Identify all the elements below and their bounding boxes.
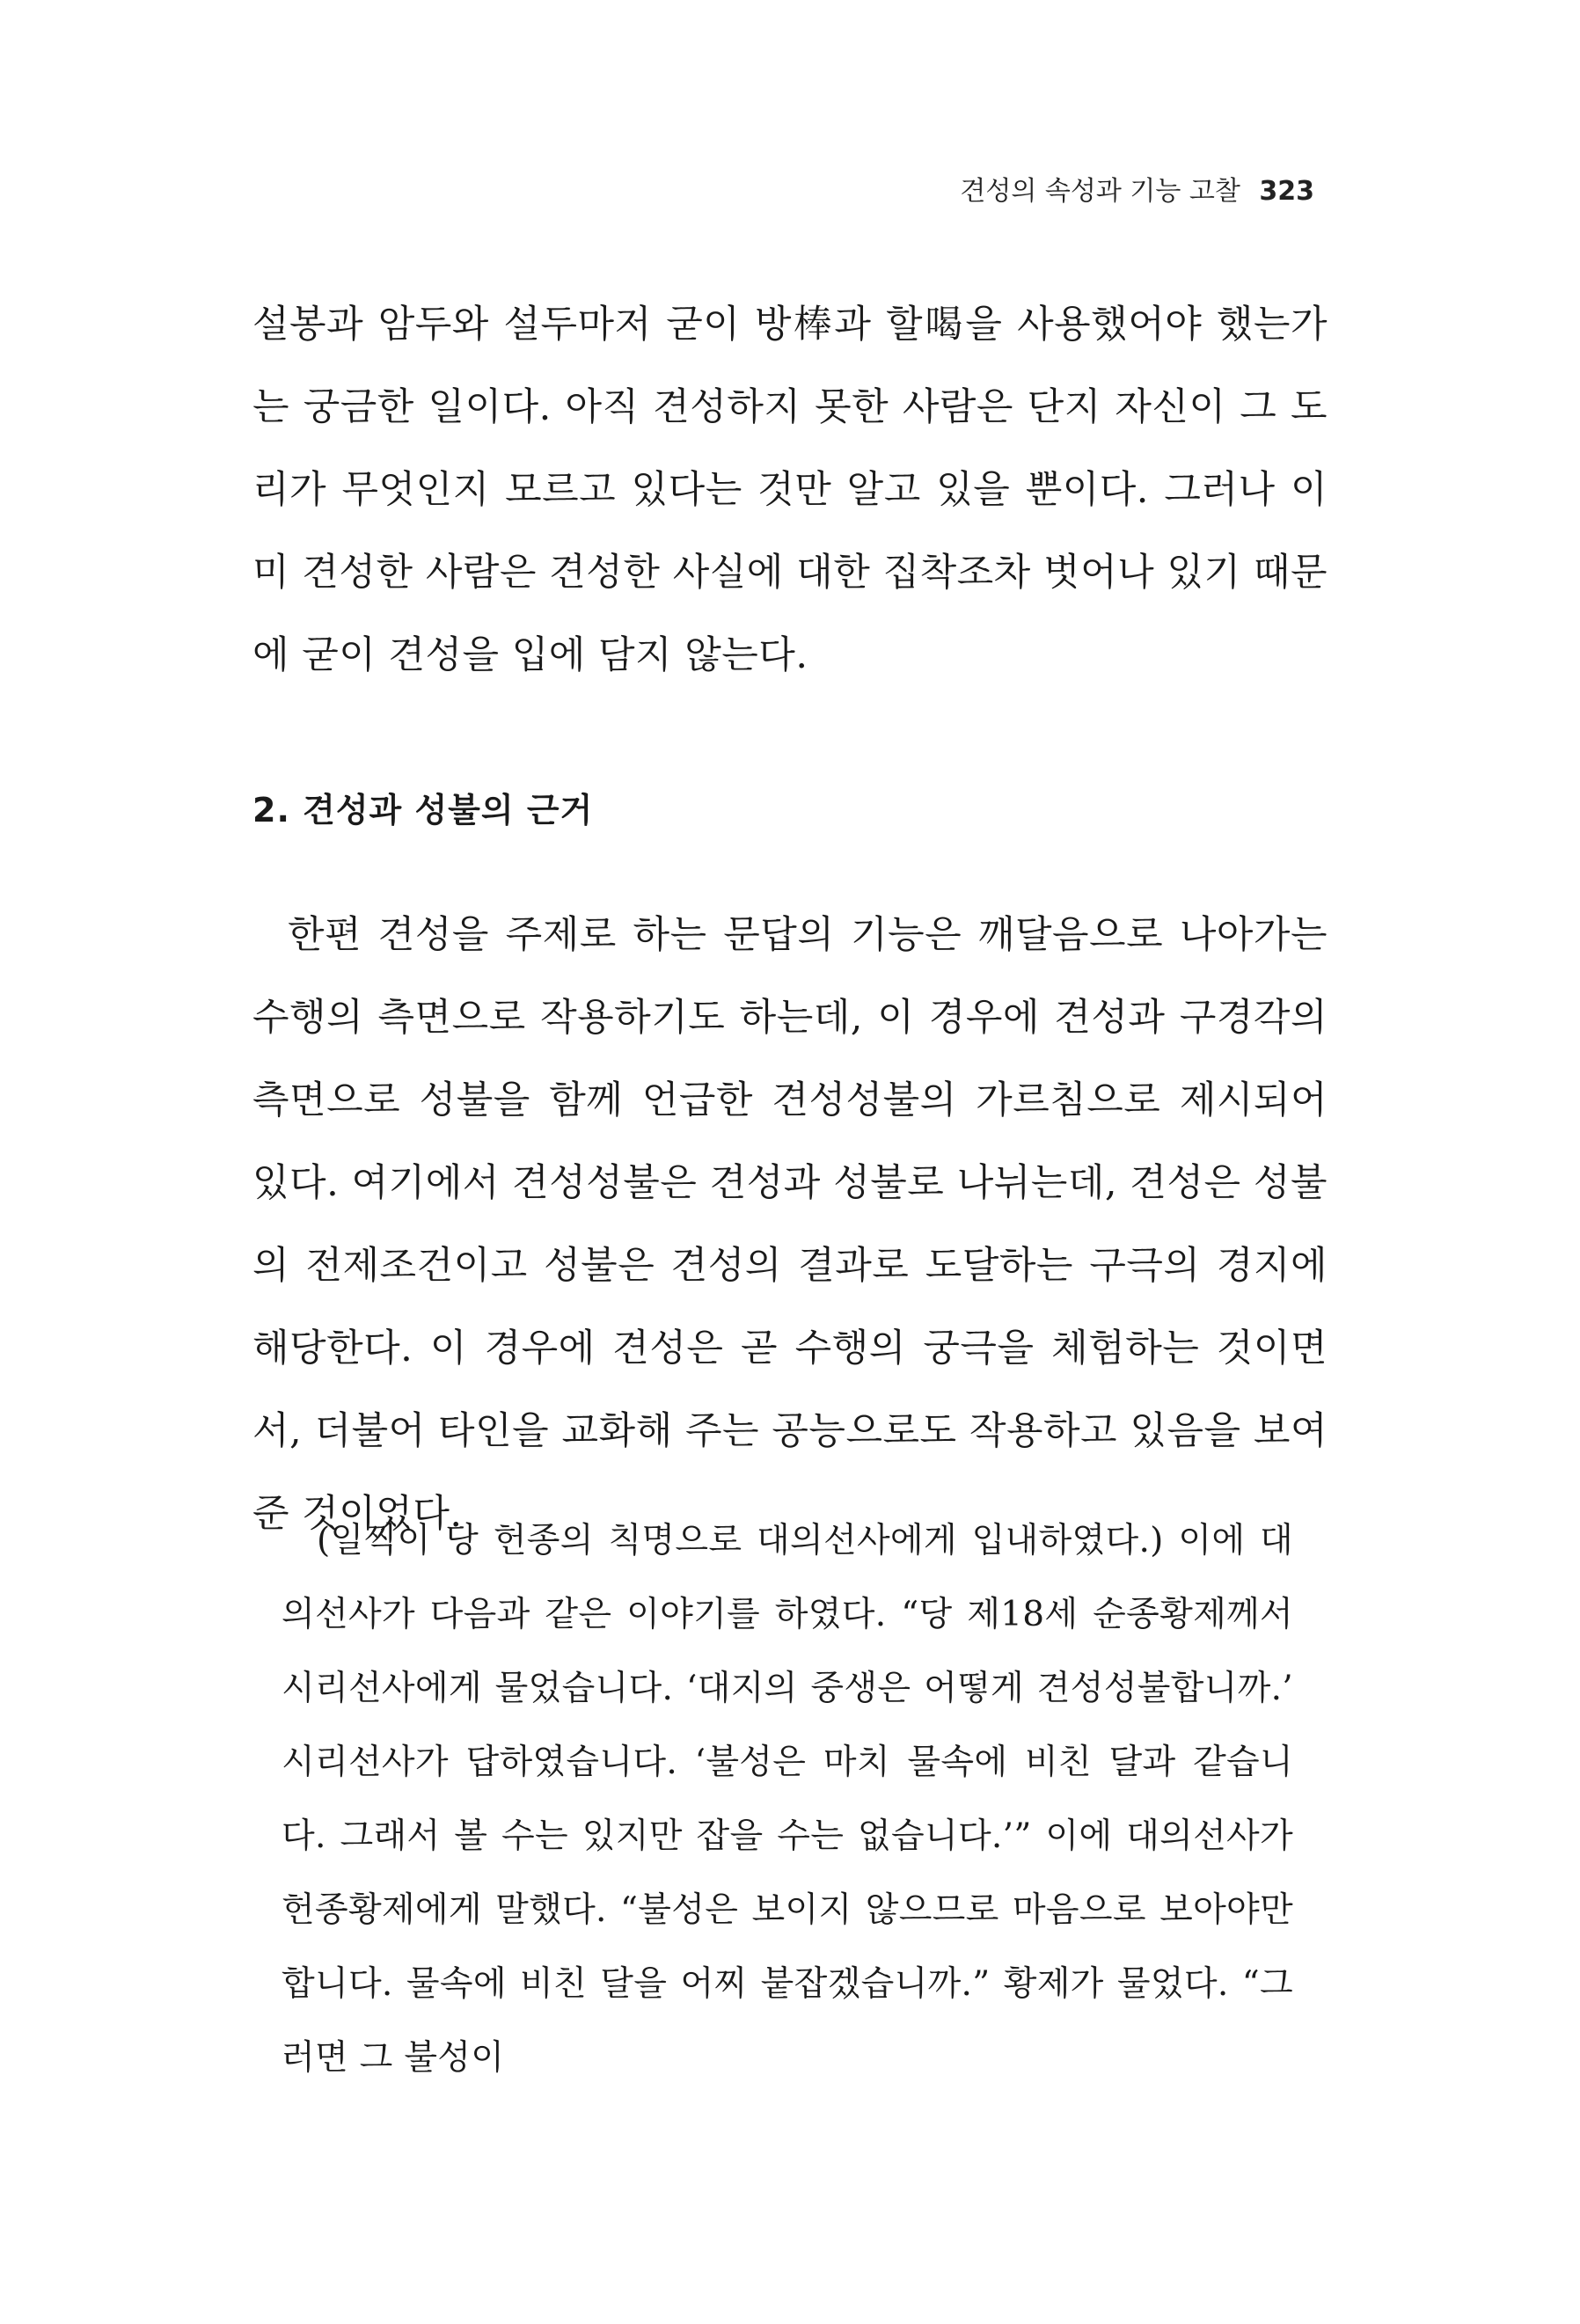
block-quote: (일찍이 당 헌종의 칙명으로 대의선사에게 입내하였다.) 이에 대의선사가 다음과 같은 이야기를 하였다. “당 제18세 순종황제께서 시리선사에게 물었습니다. ‘대지의 중생은 어떻게 견성성불합니까.’ 시리선사가 답하였습니다. ‘불성은 마치 물속에 비친 달과 같습니다. 그래서 볼 수는 있지만 잡을 수는 없습니다.’” 이에 대의선사가 헌종황제에게 말했다. “불성은 보이지 않으므로 마음으로 보아야만 합니다. 물속에 비친 달을 어찌 붙잡겠습니까.” 황제가 물었다. “그러면 그 불성이 (282, 1521, 1293, 2078)
body-paragraph-2: 한편 견성을 주제로 하는 문답의 기능은 깨달음으로 나아가는 수행의 측면으로 작용하기도 하는데, 이 경우에 견성과 구경각의 측면으로 성불을 함께 언급한 견성성불의 가르침으로 제시되어 있다. 여기에서 견성성불은 견성과 성불로 나뉘는데, 견성은 성불의 전제조건이고 성불은 견성의 결과로 도달하는 구극의 경지에 해당한다. 이 경우에 견성은 곧 수행의 궁극을 체험하는 것이면서, 더불어 타인을 교화해 주는 공능으로도 작용하고 있음을 보여준 것이었다. (252, 913, 1328, 1536)
page-number: 323 (1259, 176, 1314, 207)
body-paragraph-1: 설봉과 암두와 설두마저 굳이 방棒과 할喝을 사용했어야 했는가는 궁금한 일이다. 아직 견성하지 못한 사람은 단지 자신이 그 도리가 무엇인지 모르고 있다는 것만 알고 있을 뿐이다. 그러나 이미 견성한 사람은 견성한 사실에 대한 집착조차 벗어나 있기 때문에 굳이 견성을 입에 담지 않는다. (252, 303, 1328, 677)
running-title: 견성의 속성과 기능 고찰 (960, 176, 1240, 207)
running-header (960, 174, 1314, 209)
section-heading: 2. 견성과 성불의 근거 (252, 791, 594, 829)
